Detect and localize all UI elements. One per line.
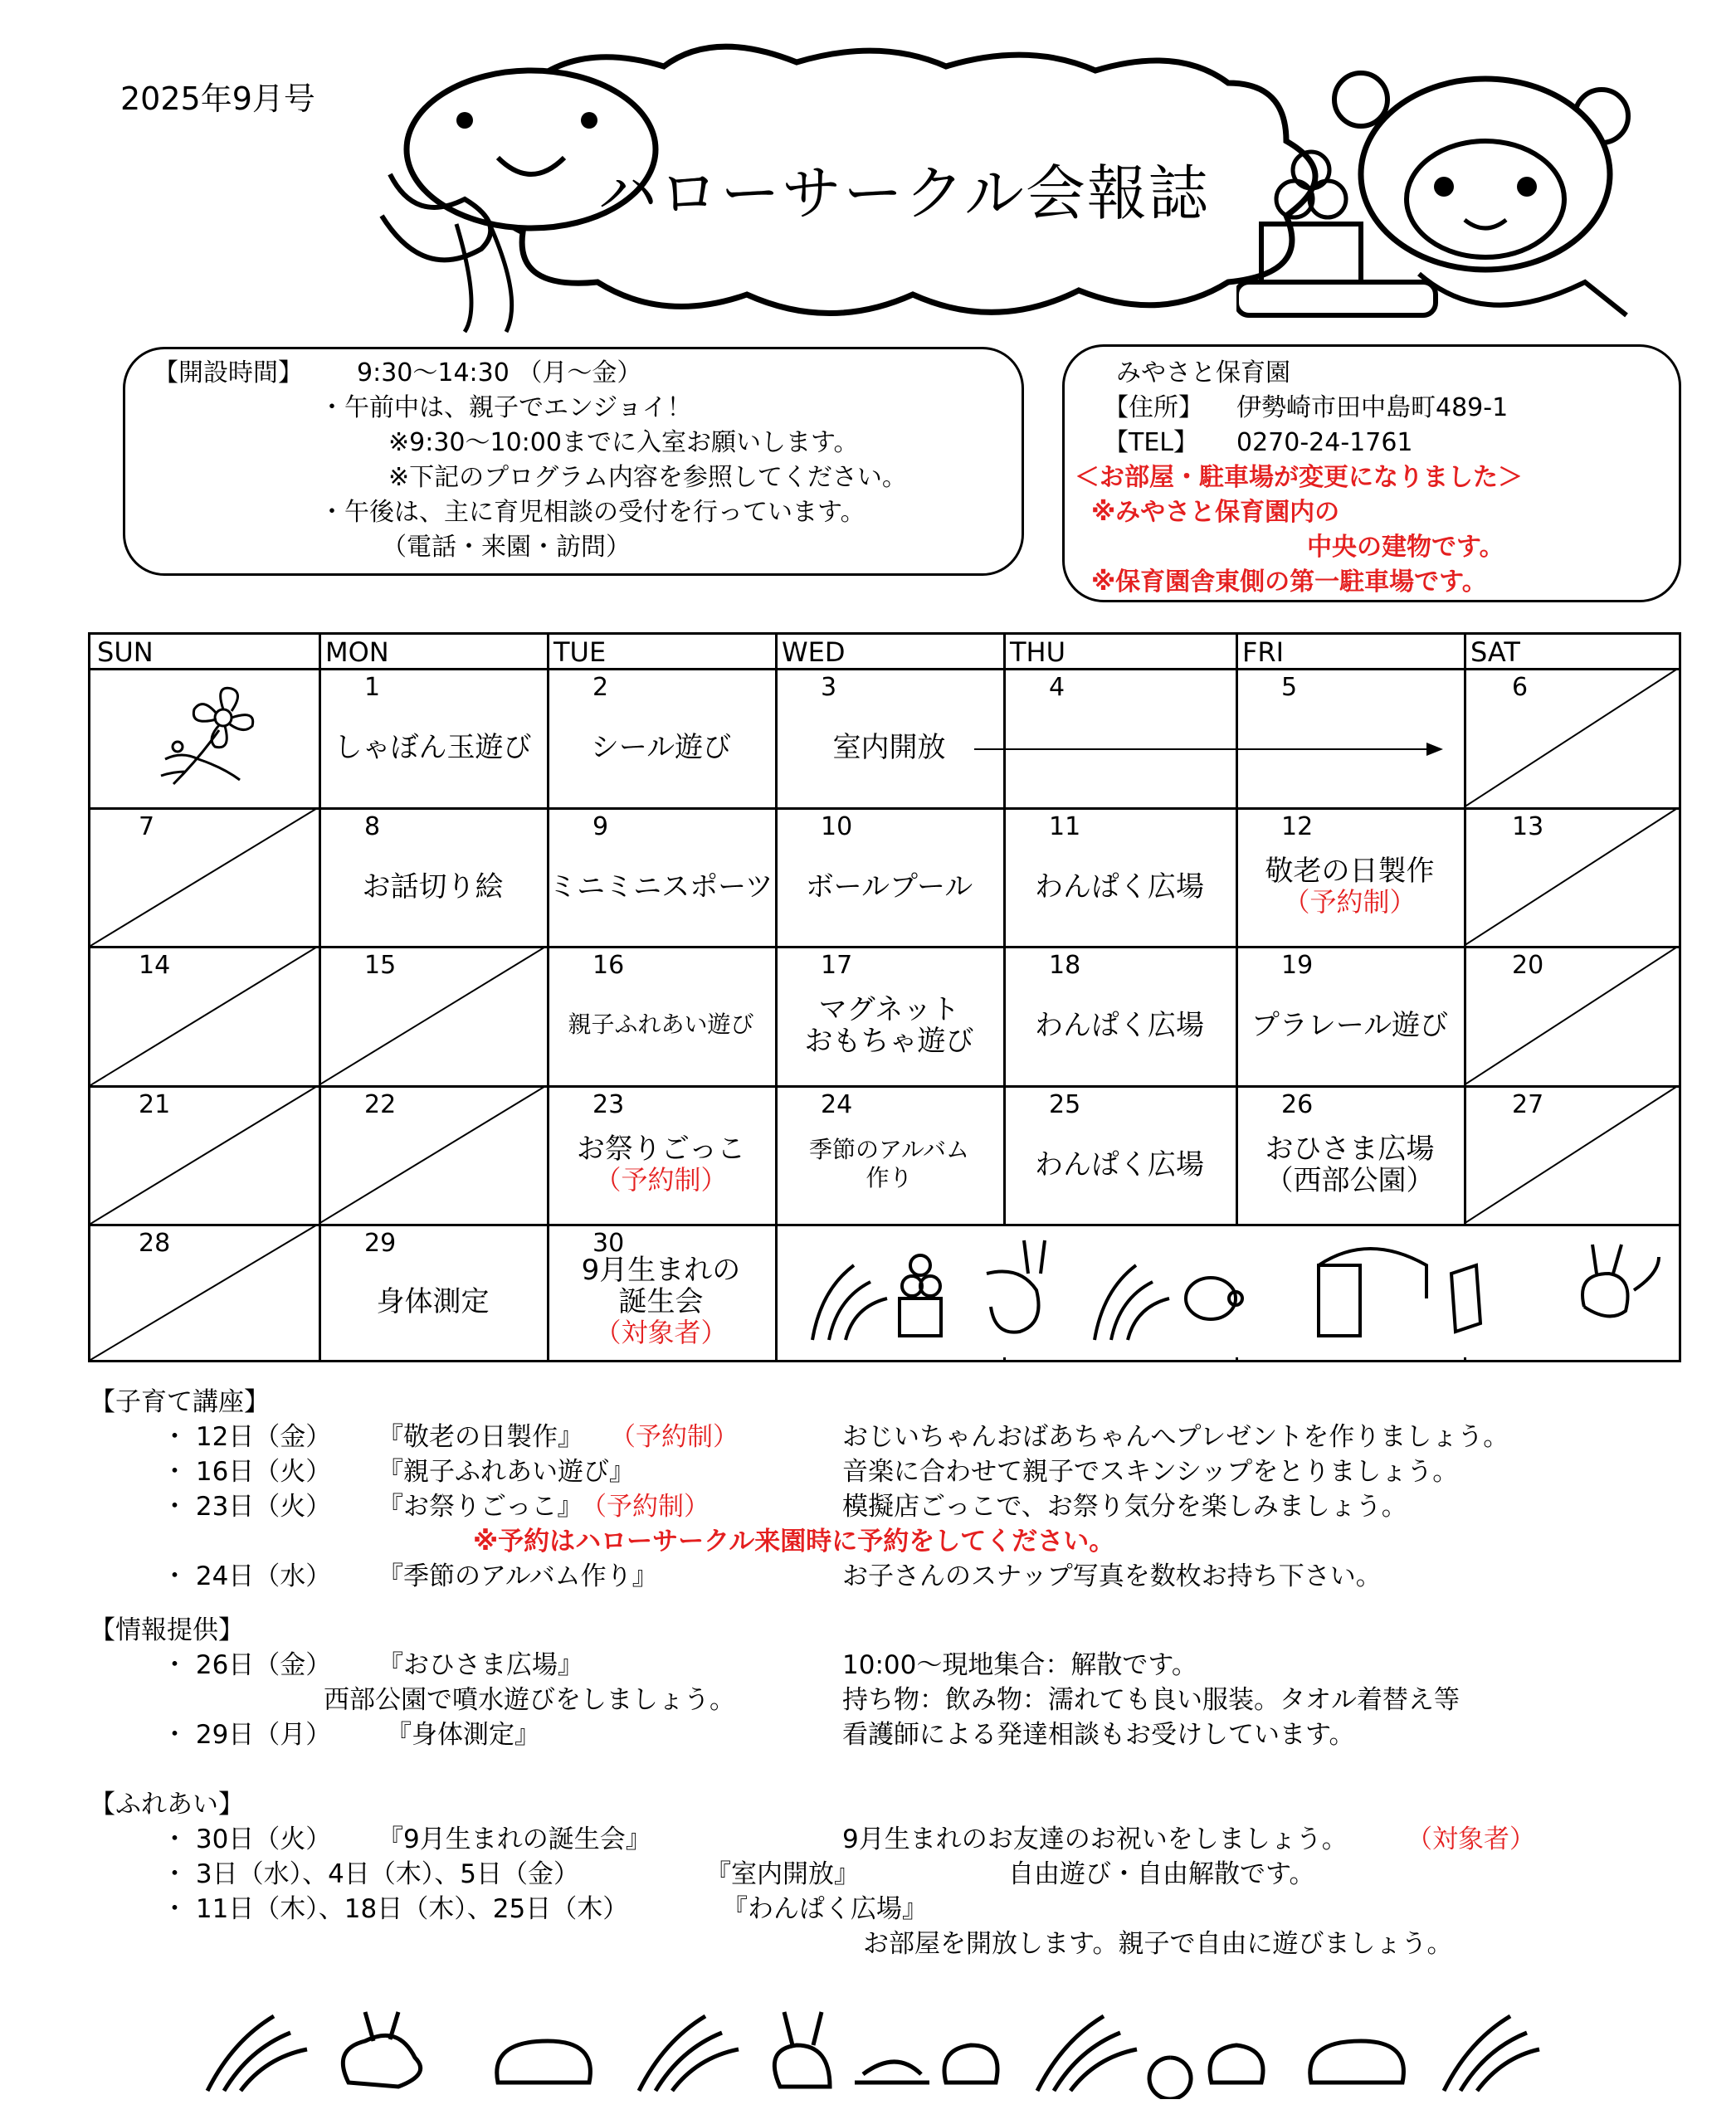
- day-number: 1: [364, 673, 381, 702]
- item-title: 『敬老の日製作』: [378, 1422, 583, 1452]
- event-text: 親子ふれあい遊び: [568, 1011, 754, 1038]
- event-text: （西部公園）: [1265, 1163, 1435, 1197]
- day-number: 2: [592, 673, 609, 702]
- hours-time: 9:30〜14:30 （月〜金）: [357, 358, 642, 387]
- event-text: 敬老の日製作: [1265, 854, 1435, 888]
- mochi-icon: [497, 2041, 591, 2083]
- event-text: 室内開放: [832, 731, 946, 764]
- weekday-header: SAT: [1470, 636, 1520, 668]
- day-number: 19: [1281, 951, 1314, 980]
- event-text: 作り: [866, 1163, 913, 1191]
- day-number: 13: [1512, 812, 1544, 841]
- item-desc: お部屋を開放します。親子で自由に遊びましょう。: [863, 1929, 1453, 1959]
- hours-line: ※下記のプログラム内容を参照してください。: [388, 463, 907, 492]
- item-title: 『室内開放』: [705, 1859, 860, 1889]
- item-title: 『身体測定』: [386, 1720, 540, 1750]
- day-number: 26: [1281, 1090, 1314, 1119]
- item-desc: 模擬店ごっこで、お祭り気分を楽しみましょう。: [842, 1492, 1407, 1522]
- day-number: 8: [364, 812, 381, 841]
- event-note: （対象者）: [594, 1317, 728, 1348]
- event-text: おもちゃ遊び: [804, 1025, 974, 1058]
- weekday-header: WED: [782, 636, 846, 668]
- hours-line: ※9:30〜10:00までに入室お願いします。: [388, 428, 859, 457]
- item-date: ・ 16日（火）: [162, 1457, 332, 1487]
- item-desc: お子さんのスナップ写真を数枚お持ち下さい。: [842, 1561, 1382, 1591]
- calendar-grid: [88, 632, 1681, 1362]
- issue-label: 2025年9月号: [120, 80, 315, 117]
- event-text: マグネット: [818, 993, 960, 1026]
- event-text: おひさま広場: [1265, 1132, 1435, 1166]
- weekday-header: TUE: [553, 636, 607, 668]
- hours-line: ・午後は、主に育児相談の受付を行っています。: [319, 498, 866, 527]
- item-desc: おじいちゃんおばあちゃんへプレゼントを作りましょう。: [842, 1422, 1509, 1452]
- day-number: 3: [821, 673, 837, 702]
- item-desc: 10:00〜現地集合：解散です。: [842, 1650, 1197, 1680]
- day-number: 25: [1049, 1090, 1081, 1119]
- reservation-notice: ※予約はハローサークル来園時に予約をしてください。: [473, 1527, 1115, 1556]
- rabbit-icon: [944, 2045, 997, 2083]
- item-title: 『おひさま広場』: [378, 1650, 583, 1680]
- day-number: 20: [1512, 951, 1544, 980]
- tel-value: 0270-24-1761: [1236, 428, 1413, 457]
- day-number: 15: [364, 951, 397, 980]
- section-heading: 【ふれあい】: [90, 1790, 244, 1820]
- day-number: 14: [139, 951, 171, 980]
- rabbit-icon: [1149, 2045, 1263, 2099]
- day-number: 28: [139, 1229, 171, 1258]
- event-note: （予約制）: [594, 1163, 728, 1196]
- day-number: 23: [592, 1090, 625, 1119]
- event-text: 季節のアルバム: [809, 1135, 969, 1163]
- day-number: 22: [364, 1090, 397, 1119]
- item-desc: 自由遊び・自由解散です。: [1008, 1859, 1315, 1889]
- weekday-header: MON: [325, 636, 389, 668]
- notice-line: ※みやさと保育園内の: [1091, 498, 1340, 527]
- notice-line: ※保育園舎東側の第一駐車場です。: [1091, 568, 1487, 597]
- event-text: ミニミニスポーツ: [549, 870, 773, 904]
- dango-icon: [855, 2062, 929, 2083]
- day-number: 24: [821, 1090, 853, 1119]
- day-number: 6: [1512, 673, 1529, 702]
- event-text: 9月生まれの: [581, 1254, 741, 1287]
- day-number: 21: [139, 1090, 171, 1119]
- pampas-grass-icon: [639, 2016, 739, 2091]
- item-date: ・ 23日（火）: [162, 1492, 332, 1522]
- item-date: ・ 12日（金）: [162, 1422, 332, 1452]
- day-number: 10: [821, 812, 853, 841]
- item-date: ・ 3日（水）、4日（木）、5日（金）: [162, 1859, 580, 1889]
- item-tag: （対象者）: [1407, 1824, 1535, 1854]
- tel-label: 【TEL】: [1104, 428, 1198, 457]
- day-number: 18: [1049, 951, 1081, 980]
- weekday-header: FRI: [1242, 636, 1285, 668]
- event-text: 誕生会: [618, 1285, 704, 1318]
- day-number: 27: [1512, 1090, 1544, 1119]
- event-text: しゃぼん玉遊び: [334, 731, 532, 764]
- tanuki-dango-illustration: [1236, 66, 1668, 332]
- footer-decoration: [199, 2008, 1543, 2099]
- event-text: シール遊び: [590, 731, 732, 764]
- item-date: ・ 24日（水）: [162, 1561, 332, 1591]
- item-title: 『お祭りごっこ』: [378, 1492, 583, 1522]
- hours-label: 【開設時間】: [154, 358, 303, 387]
- item-title: 『季節のアルバム作り』: [378, 1561, 658, 1591]
- section-heading: 【情報提供】: [90, 1615, 244, 1645]
- autumn-decoration: [90, 635, 1679, 1360]
- address-label: 【住所】: [1104, 393, 1203, 422]
- pampas-grass-icon: [1444, 2016, 1539, 2091]
- mochi-icon: [1310, 2041, 1404, 2083]
- notice-line: ＜お部屋・駐車場が変更になりました＞: [1075, 463, 1523, 492]
- item-desc: 看護師による発達相談もお受けしています。: [842, 1720, 1355, 1750]
- day-number: 9: [592, 812, 609, 841]
- pampas-grass-icon: [207, 2016, 307, 2091]
- day-number: 17: [821, 951, 853, 980]
- section-heading: 【子育て講座】: [90, 1387, 270, 1417]
- day-number: 16: [592, 951, 625, 980]
- rabbit-icon: [774, 2012, 830, 2087]
- item-desc: 持ち物：飲み物：濡れても良い服装。タオル着替え等: [842, 1685, 1460, 1715]
- event-text: 身体測定: [376, 1285, 490, 1318]
- item-date: ・ 11日（木）、18日（木）、25日（木）: [162, 1894, 629, 1924]
- day-number: 30: [592, 1229, 625, 1258]
- pampas-grass-icon: [1037, 2016, 1137, 2091]
- hours-line: ・午前中は、親子でエンジョイ！: [319, 393, 692, 422]
- day-number: 29: [364, 1229, 397, 1258]
- item-sub: 西部公園で噴水遊びをしましょう。: [324, 1685, 735, 1715]
- weekday-header: SUN: [97, 636, 154, 668]
- day-number: 7: [139, 812, 155, 841]
- hours-line: （電話・来園・訪問）: [382, 533, 631, 562]
- event-text: ボールプール: [805, 870, 973, 904]
- day-number: 12: [1281, 812, 1314, 841]
- day-number: 5: [1281, 673, 1298, 702]
- facility-name: みやさと保育園: [1116, 358, 1290, 387]
- item-tag: （予約制）: [581, 1492, 710, 1522]
- item-date: ・ 30日（火）: [162, 1824, 332, 1854]
- item-desc: 9月生まれのお友達のお祝いをしましょう。: [842, 1824, 1348, 1854]
- event-text: わんぱく広場: [1035, 1009, 1204, 1042]
- rabbit-icon: [343, 2012, 420, 2087]
- item-desc: 音楽に合わせて親子でスキンシップをとりましょう。: [842, 1457, 1459, 1487]
- weekday-header: THU: [1010, 636, 1066, 668]
- page-title: ハローサークル会報誌: [597, 158, 1210, 228]
- day-number: 11: [1049, 812, 1081, 841]
- event-text: わんぱく広場: [1035, 1147, 1204, 1181]
- day-number: 4: [1049, 673, 1065, 702]
- event-text: プラレール遊び: [1251, 1009, 1449, 1042]
- item-tag: （予約制）: [610, 1422, 739, 1452]
- item-title: 『わんぱく広場』: [722, 1894, 928, 1924]
- event-text: わんぱく広場: [1035, 870, 1204, 904]
- event-note: （予約制）: [1283, 885, 1417, 918]
- notice-line: 中央の建物です。: [1307, 533, 1504, 562]
- event-text: お話切り絵: [362, 870, 504, 904]
- item-title: 『親子ふれあい遊び』: [378, 1457, 635, 1487]
- event-text: お祭りごっこ: [576, 1132, 746, 1166]
- item-date: ・ 29日（月）: [162, 1720, 332, 1750]
- item-title: 『9月生まれの誕生会』: [378, 1824, 651, 1854]
- address-value: 伊勢崎市田中島町489-1: [1236, 393, 1509, 422]
- item-date: ・ 26日（金）: [162, 1650, 332, 1680]
